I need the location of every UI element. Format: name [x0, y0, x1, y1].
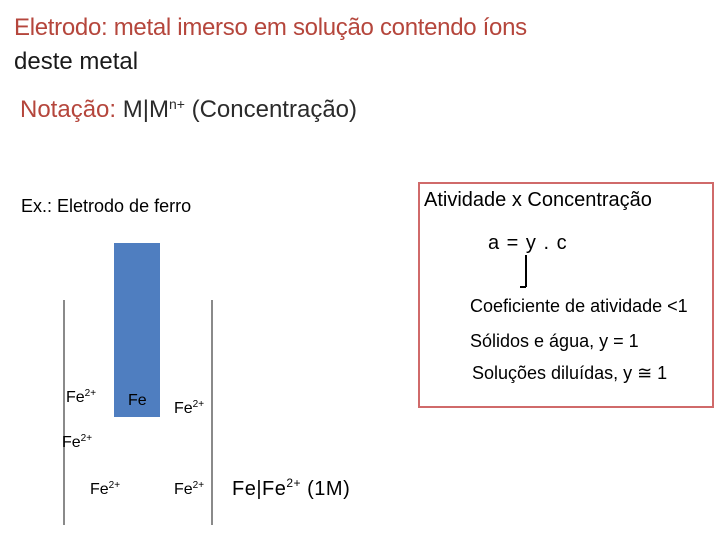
activity-dilute-text: Soluções diluídas, y ≅ 1 — [472, 363, 668, 383]
beaker-left-wall — [63, 300, 65, 525]
ion-label: $Fe^{2+}$ — [174, 399, 205, 417]
ion-label: $Fe^{2+}$ — [66, 388, 97, 406]
slide-title-line-1: Eletrodo: metal imerso em solução contendo íons — [14, 14, 527, 41]
iron-electrode — [114, 243, 160, 417]
activity-solids-text: Sólidos e água, y = 1 — [470, 331, 639, 351]
ion-label: $Fe^{2+}$ — [90, 480, 121, 498]
activity-title: Atividade x Concentração — [424, 189, 652, 211]
cell-notation: $Fe|Fe^{2+}$ (1M) — [232, 476, 351, 500]
notation-formula-base: M|M — [122, 96, 169, 123]
activity-formula: a = y . c — [488, 232, 568, 254]
notation-formula-charge: n+ — [168, 96, 185, 112]
down-arrow-icon — [510, 253, 540, 293]
slide-title-line-2: deste metal — [14, 48, 139, 75]
activity-coefficient-text: Coeficiente de atividade <1 — [470, 296, 688, 316]
notation-formula-suffix: (Concentração) — [184, 96, 357, 123]
electrode-label: Fe — [128, 392, 147, 409]
notation-line — [20, 96, 357, 124]
ion-label: $Fe^{2+}$ — [174, 480, 205, 498]
example-title: Ex.: Eletrodo de ferro — [21, 196, 192, 216]
notation-label: Notação: — [20, 96, 117, 123]
beaker-right-wall — [211, 300, 213, 525]
ion-label: $Fe^{2+}$ — [62, 433, 93, 451]
